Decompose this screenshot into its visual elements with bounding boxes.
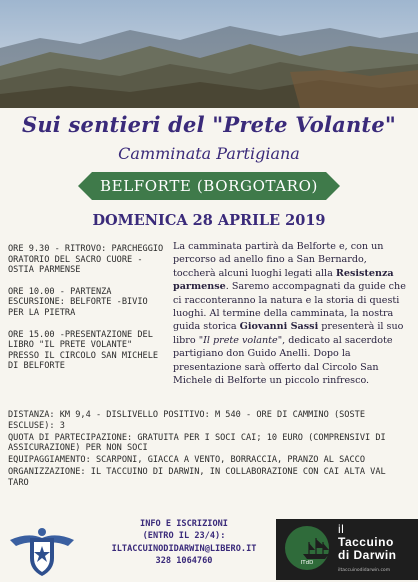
info-equipment: EQUIPAGGIAMENTO: SCARPONI, GIACCA A VENTO, BORRACCIA, PRANZO AL SACCO <box>8 455 365 466</box>
contact-email[interactable]: ILTACCUINODIDARWIN@LIBERO.IT <box>111 543 257 554</box>
event-date: DOMENICA 28 APRILE 2019 <box>92 212 326 229</box>
landscape-photo <box>0 0 418 108</box>
description-highlight: Resistenza parmense <box>173 267 394 293</box>
taccuino-badge-text: ITdD <box>300 560 314 566</box>
cai-logo <box>8 522 76 578</box>
banner-left-notch <box>78 172 92 200</box>
contact-heading: INFO E ISCRIZIONI <box>140 519 228 529</box>
schedule-item: ORE 15.00 -PRESENTAZIONE DEL LIBRO "IL PRETE VOLANTE" PRESSO IL CIRCOLO SAN MICHELE DI BELFORTE <box>8 329 159 372</box>
description-text: . Saremo accompagnati da guide che ci racconteranno la natura e la storia di questi luoghi. Al termine della camminata, la nostra guida storica <box>173 281 406 333</box>
guide-name: Giovanni Sassi <box>239 321 319 333</box>
book-title: "Il prete volante" <box>198 334 283 346</box>
description-text: , dedicato al sacerdote partigiano don Guido Anelli. Dopo la presentazione sarà offerto dal Circolo San Michele di Belforte un piccolo rinfresco. <box>173 334 393 387</box>
ship-icon <box>299 536 333 560</box>
location-text: BELFORTE (BORGOTARO) <box>100 177 318 195</box>
taccuino-line3: di Darwin <box>338 548 397 562</box>
taccuino-url: iltaccuinodidarwin.com <box>338 568 391 573</box>
info-fee: QUOTA DI PARTECIPAZIONE: GRATUITA PER I SOCI CAI; 10 EURO (COMPRENSIVI DI ASSICURAZIONE) PER NON SOCI <box>8 432 386 454</box>
taccuino-badge <box>285 526 329 570</box>
contact-info <box>84 518 284 568</box>
taccuino-line1: il <box>338 522 345 536</box>
schedule-list <box>8 244 168 383</box>
schedule-item: ORE 10.00 - PARTENZA ESCURSIONE: BELFORTE -BIVIO PER LA PIETRA <box>8 286 148 318</box>
event-title: Sui sentieri del "Prete Volante" <box>21 112 397 137</box>
location-banner <box>92 172 326 200</box>
event-description <box>173 240 409 387</box>
taccuino-logo <box>276 519 418 580</box>
event-info <box>8 410 410 490</box>
event-subtitle: Camminata Partigiana <box>118 144 300 163</box>
description-text: presenterà il suo libro <box>173 321 404 346</box>
info-distance: DISTANZA: KM 9,4 - DISLIVELLO POSITIVO: M 540 - ORE DI CAMMINO (SOSTE ESCLUSE): 3 <box>8 410 365 431</box>
contact-phone[interactable]: 328 1064760 <box>155 556 213 567</box>
banner-right-notch <box>326 172 340 200</box>
description-text: La camminata partirà da Belforte e, con un percorso ad anello fino a San Bernardo, toccherà alcuni luoghi legati alla <box>173 241 384 279</box>
taccuino-line2: Taccuino <box>338 535 394 549</box>
taccuino-brand <box>338 523 397 562</box>
schedule-item: ORE 9.30 - RITROVO: PARCHEGGIO ORATORIO DEL SACRO CUORE - OSTIA PARMENSE <box>8 244 164 276</box>
info-organization: ORGANIZZAZIONE: IL TACCUINO DI DARWIN, IN COLLABORAZIONE CON CAI ALTA VAL TARO <box>8 466 386 488</box>
contact-deadline: (ENTRO IL 23/4): <box>142 531 226 542</box>
